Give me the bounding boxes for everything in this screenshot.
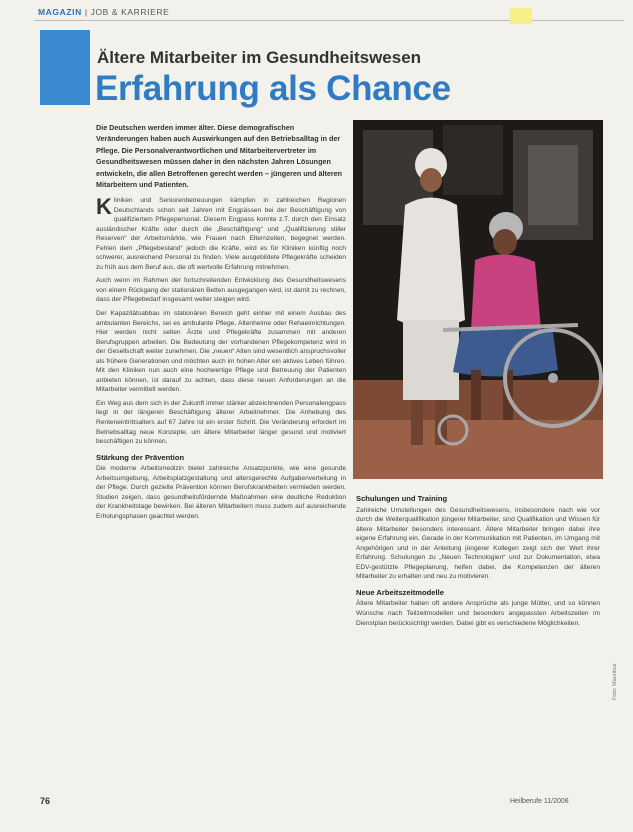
paragraph: Ein Weg aus dem sich in der Zukunft immer stärker abzeichnenden Personalengpass liegt in der längeren Beschäftigung älterer Arbeitnehmer. Die Anhebung des Renteneintrittsalters auf 67 Jahre ist ein erster Schritt. Die Veränderung erfordert im Betriebsalltag neue Konzepte, um ältere Mitarbeiter länger gesund und motiviert beschäftigen zu können. (96, 399, 346, 446)
photo-nurse-with-patient-in-wheelchair (353, 120, 603, 479)
page-number: 76 (40, 796, 51, 806)
article-lead: Die Deutschen werden immer älter. Diese demografischen Veränderungen haben auch Auswirkungen auf den Betriebsalltag in der Pflege. Die Personalverantwortlichen und Mitarbeitervertreter im Gesundheitswesen müssen daher in den nächsten Jahren Lösungen entwickeln, die allen Betroffenen gerecht werden – jüngeren und älteren Mitarbeitern und Patienten. (96, 123, 343, 190)
paragraph (96, 196, 346, 272)
section-header (38, 7, 169, 17)
section-magazin: MAGAZIN (38, 7, 82, 17)
section-separator: | (84, 7, 88, 17)
body-column-right (356, 488, 600, 632)
article-headline: Erfahrung als Chance (95, 69, 451, 108)
header-rule (34, 20, 624, 21)
subhead-praevention: Stärkung der Prävention (96, 452, 185, 462)
paragraph: Der Kapazitätsabbau im stationären Bereich geht einher mit einem Ausbau des ambulanten Bereichs, sei es ambulante Pflege, Altenheime oder Rehaeinrichtungen. Hier werden nicht selten Ärzte und Pflegekräfte zusammen mit anderen Berufsgruppen arbeiten. Die Bedeutung der vorhandenen Pflegekompetenz wird in der Gesellschaft weiter zunehmen. Die „neuen“ Alten sind wesentlich anspruchsvoller als frühere Generationen und möchten auch im hohen Alter ein aktives Leben führen. Mit den Kliniken nun auch eine hochwertige Pflege und Betreuung der Patienten anbieten können, ist darauf zu achten, dass diese neuen Anforderungen an die Mitarbeiter vermittelt werden. (96, 310, 346, 394)
section-topic: JOB & KARRIERE (90, 7, 170, 17)
sticky-note (510, 8, 532, 24)
paragraph: Auch wenn im Rahmen der fortschreitenden Entwicklung des Gesundheitswesens von einem Rückgang der stationären Betten ausgegangen wird, ist damit zu rechnen, dass der Pflegebedarf insgesamt weiter steigen wird. (96, 277, 346, 304)
article-kicker: Ältere Mitarbeiter im Gesundheitswesen (97, 48, 422, 67)
paragraph: Zahlreiche Umstellungen des Gesundheitswesens, insbesondere nach wie vor durch die Weiterqualifikation jüngerer Mitarbeiter, sind Qualifikation und Wissen für ältere Mitarbeiter besonders interessant. Ältere Mitarbeiter bringen dabei ihre eigene Erfahrung ein. Gerade in der Kommunikation mit Patienten, im Umgang mit Angehörigen und in der Anleitung jüngerer Kollegen zeigt sich der Wert ihrer Erfahrung. Schulungen zu „Neuen Technologien“ und zur Dokumentation, etwa EDV-gestützte Pflegeplanung, helfen dabei, die Kompetenzen der älteren Mitarbeiter zu erhalten und neu zu motivieren. (356, 506, 600, 581)
paragraph-1-text: liniken und Seniorenbetreuungen kämpfen in zahlreichen Regionen Deutschlands schon seit Jahren mit Engpässen bei der Beschäftigung von qualifiziertem Pflegepersonal. Diesem Engpass konnte z.T. durch den Einsatz ausländischer Kräfte oder durch die „Beschäftigung“ und „Qualifizierung stiller Reserven“ der Arbeitsmärkte, wie Frauen nach Elternzeiten, begegnet werden. Fehlen dem „Pflegebestand“ jedoch die Kräfte, wird es für Kliniken künftig noch schwerer, ausreichend Personal zu finden. Viele ausgebildete Pflegekräfte scheiden zu früh aus dem Beruf aus, die oft wertvolle Erfahrung mitnehmen. (96, 197, 346, 271)
photo-credit: Foto: Mauritius (612, 663, 618, 700)
subhead-arbeitszeit: Neue Arbeitszeitmodelle (356, 587, 444, 597)
paragraph: Ältere Mitarbeiter haben oft andere Ansprüche als junge Mütter, und so können Wünsche nach Teilzeitmodellen und besonders angepassten Arbeitszeiten im Dienstplan berücksichtigt werden. Dabei gibt es verschiedene Möglichkeiten. (356, 600, 600, 627)
body-column-left (96, 196, 346, 526)
article-photo (353, 120, 603, 479)
issue-info: Heilberufe 11/2008 (510, 798, 569, 805)
paragraph: Die moderne Arbeitsmedizin bietet zahlreiche Ansatzpunkte, wie eine gesunde Arbeitsumgebung, Arbeitsplatzgestaltung und altersgerechte Aufgabenverteilung in der Pflege. Durch gezielte Prävention können Berufskrankheiten vermieden werden. Studien zeigen, dass gesundheitsfördernde Maßnahmen eine deutliche Reduktion der Krankheitstage bewirken. Bei älteren Mitarbeitern muss zudem auf ausreichende Erholungsphasen geachtet werden. (96, 465, 346, 520)
subhead-schulung: Schulungen und Training (356, 494, 448, 503)
dropcap: K (96, 194, 112, 219)
blue-accent-block (40, 30, 90, 105)
